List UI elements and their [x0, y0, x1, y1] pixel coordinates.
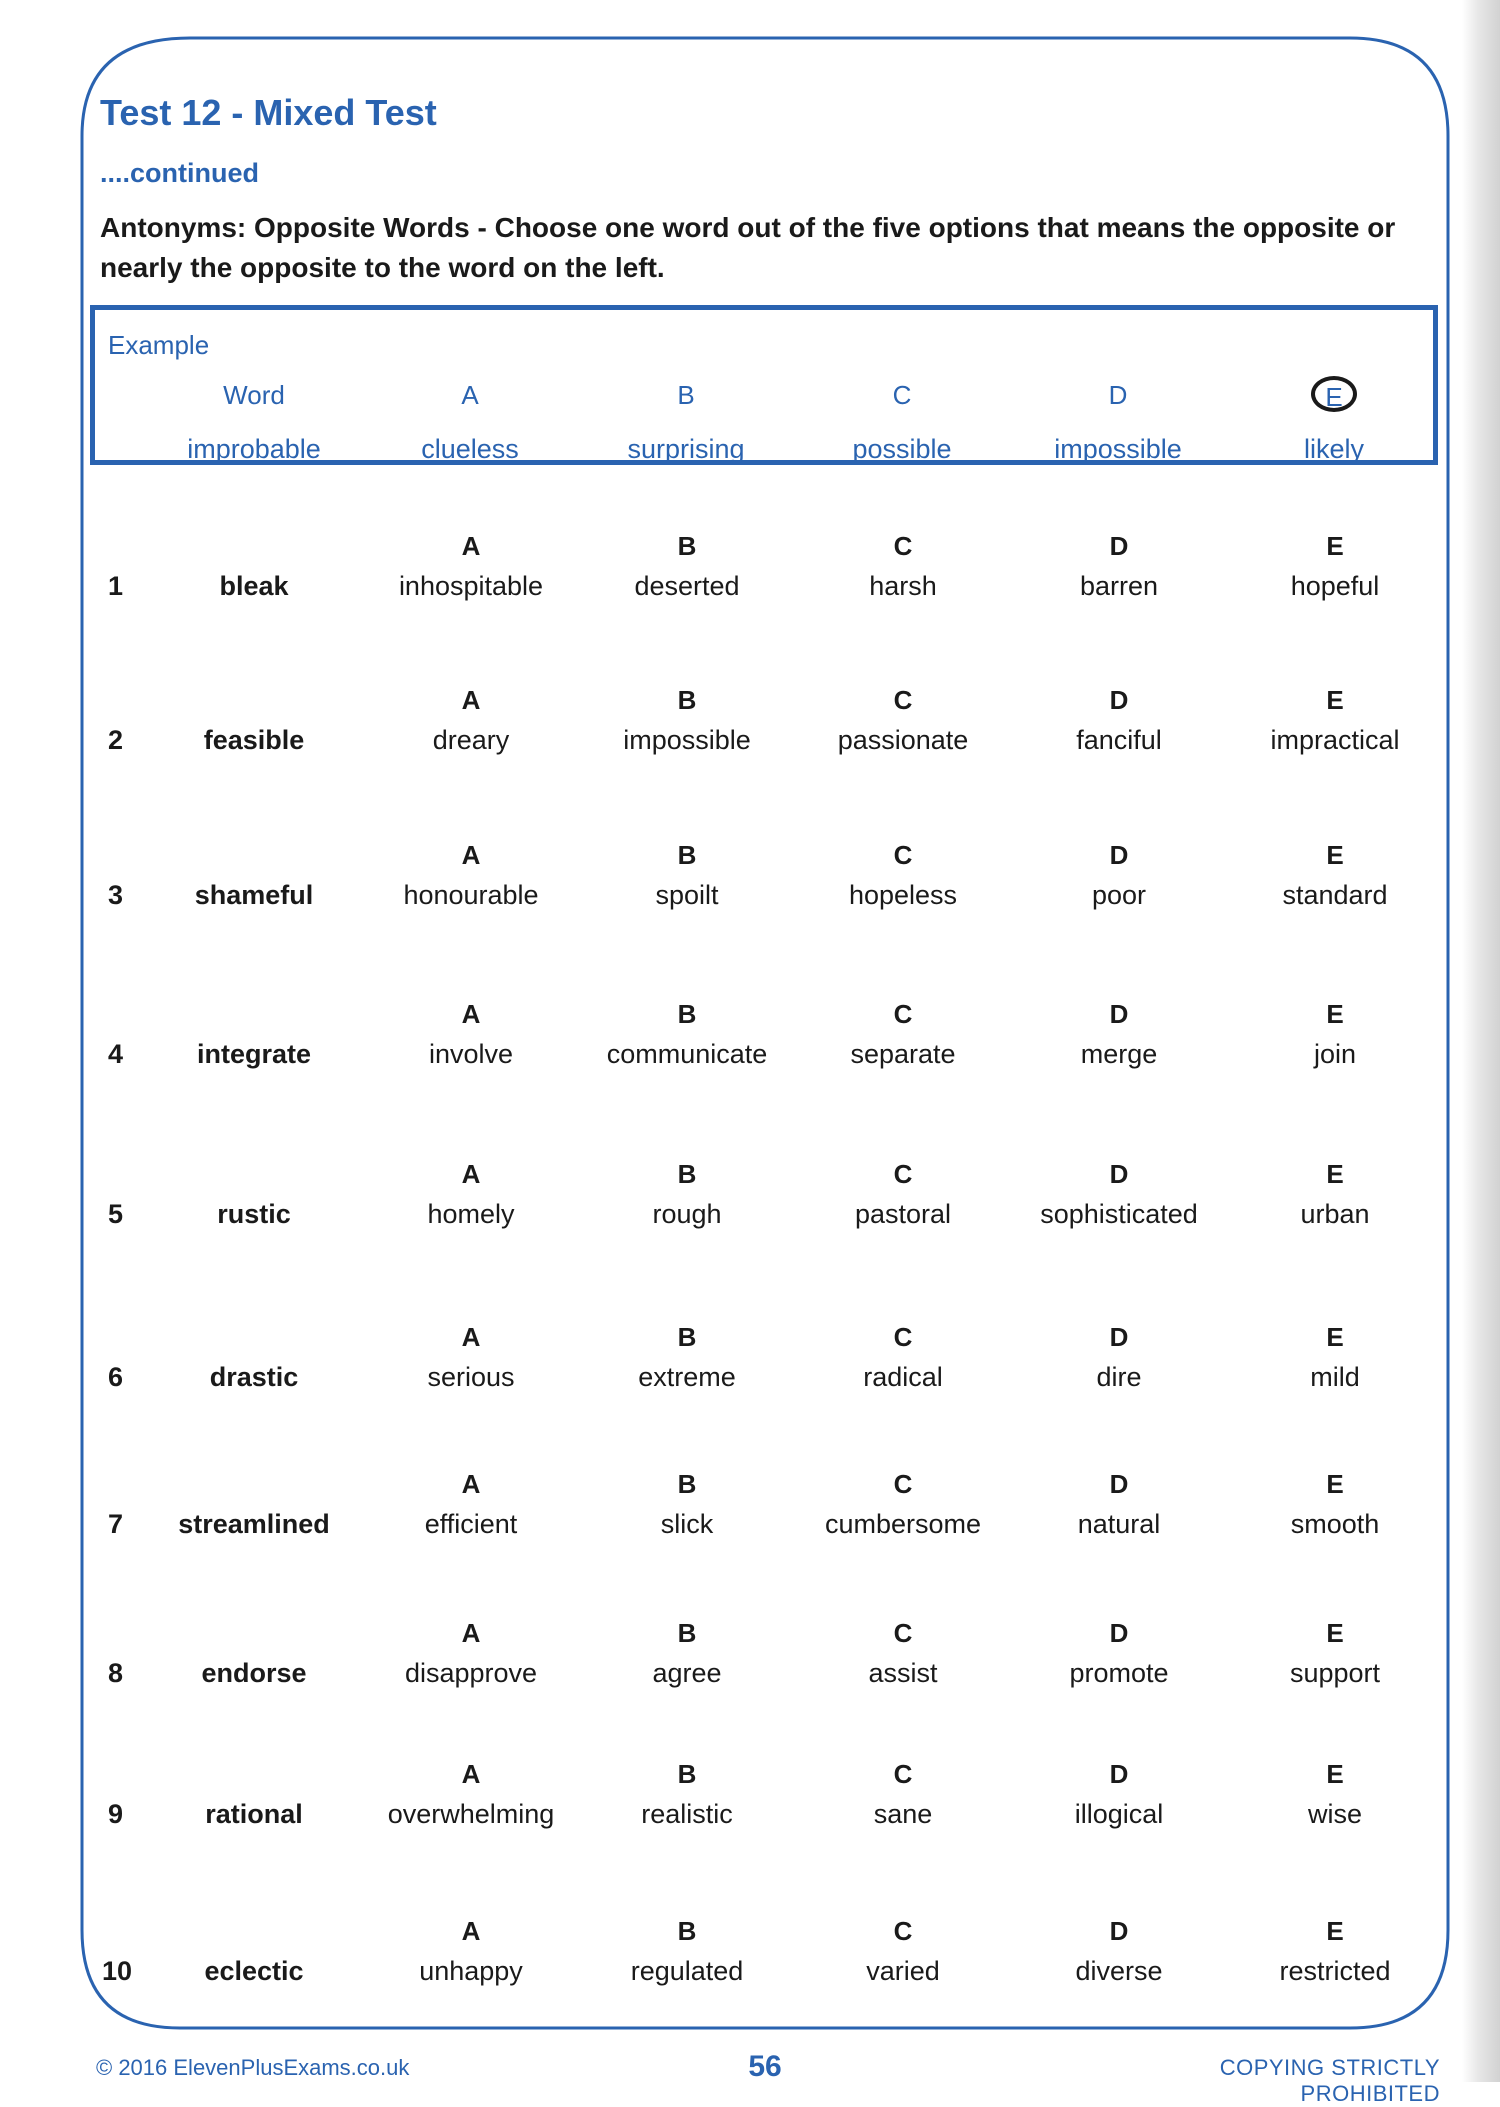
- question-row: [0, 1322, 1500, 1412]
- option-b[interactable]: impossible: [623, 725, 751, 755]
- option-letter-b: B: [677, 999, 697, 1029]
- option-letter-a: A: [461, 685, 481, 715]
- instructions: Antonyms: Opposite Words - Choose one word out of the five options that means the opposite or nearly the opposite to the word on the left.: [100, 212, 1396, 283]
- option-a[interactable]: honourable: [403, 880, 539, 910]
- option-b[interactable]: spoilt: [655, 880, 719, 910]
- option-letter-c: C: [893, 1618, 913, 1648]
- example-header-word: Word: [223, 380, 285, 410]
- option-letter-b: B: [677, 1159, 697, 1189]
- option-b[interactable]: extreme: [638, 1362, 736, 1392]
- option-letter-a: A: [461, 1159, 481, 1189]
- option-letter-b: B: [677, 531, 697, 561]
- option-d[interactable]: merge: [1080, 1039, 1158, 1069]
- question-word: drastic: [209, 1362, 299, 1392]
- example-option-e: likely: [1303, 434, 1364, 464]
- question-word: eclectic: [204, 1956, 304, 1986]
- option-e[interactable]: restricted: [1279, 1956, 1391, 1986]
- option-d[interactable]: poor: [1091, 880, 1147, 910]
- option-b[interactable]: communicate: [606, 1039, 768, 1069]
- option-letter-d: D: [1109, 999, 1129, 1029]
- copying-notice: COPYING STRICTLY PROHIBITED: [1219, 2055, 1440, 2106]
- question-word: endorse: [201, 1658, 307, 1688]
- option-d[interactable]: barren: [1079, 571, 1159, 601]
- example-option-b: surprising: [627, 434, 745, 464]
- option-a[interactable]: efficient: [424, 1509, 518, 1539]
- page-title: Test 12 - Mixed Test: [100, 92, 437, 133]
- option-letter-e: E: [1326, 1159, 1344, 1189]
- option-letter-c: C: [893, 999, 913, 1029]
- option-letter-a: A: [461, 1469, 481, 1499]
- question-number: 7: [108, 1509, 124, 1539]
- option-e[interactable]: impractical: [1270, 725, 1400, 755]
- question-word: rational: [205, 1799, 303, 1829]
- option-a[interactable]: involve: [428, 1039, 514, 1069]
- continued-label: ....continued: [100, 158, 259, 188]
- option-a[interactable]: inhospitable: [398, 571, 544, 601]
- option-letter-b: B: [677, 840, 697, 870]
- example-word: improbable: [187, 434, 321, 464]
- option-e[interactable]: smooth: [1290, 1509, 1380, 1539]
- option-d[interactable]: sophisticated: [1040, 1199, 1198, 1229]
- option-letter-e: E: [1326, 1618, 1344, 1648]
- option-b[interactable]: deserted: [634, 571, 740, 601]
- option-c[interactable]: pastoral: [854, 1199, 952, 1229]
- option-a[interactable]: disapprove: [404, 1658, 538, 1688]
- option-letter-d: D: [1109, 1759, 1129, 1789]
- question-number: 4: [108, 1039, 124, 1069]
- option-letter-b: B: [677, 1322, 697, 1352]
- option-d[interactable]: promote: [1069, 1658, 1169, 1688]
- option-b[interactable]: agree: [652, 1658, 722, 1688]
- option-e[interactable]: support: [1289, 1658, 1381, 1688]
- example-header-b: B: [677, 380, 695, 410]
- question-row: [0, 1759, 1500, 1849]
- option-e[interactable]: urban: [1300, 1199, 1370, 1229]
- question-number: 1: [108, 571, 124, 601]
- option-letter-e: E: [1326, 1469, 1344, 1499]
- example-header-d: D: [1108, 380, 1128, 410]
- question-row: [0, 1618, 1500, 1708]
- option-c[interactable]: hopeless: [848, 880, 958, 910]
- example-option-a: clueless: [421, 434, 519, 464]
- option-c[interactable]: assist: [868, 1658, 938, 1688]
- question-row: [0, 1159, 1500, 1249]
- option-b[interactable]: realistic: [641, 1799, 733, 1829]
- option-letter-d: D: [1109, 1322, 1129, 1352]
- option-d[interactable]: natural: [1077, 1509, 1161, 1539]
- question-row: [0, 531, 1500, 621]
- option-c[interactable]: passionate: [837, 725, 969, 755]
- question-number: 2: [108, 725, 124, 755]
- option-a[interactable]: overwhelming: [387, 1799, 555, 1829]
- option-letter-e: E: [1326, 531, 1344, 561]
- question-word: rustic: [217, 1199, 291, 1229]
- question-word: integrate: [196, 1039, 312, 1069]
- question-row: [0, 999, 1500, 1089]
- question-number: 10: [102, 1956, 133, 1986]
- option-d[interactable]: diverse: [1075, 1956, 1163, 1986]
- page-number: 56: [748, 2050, 782, 2083]
- option-a[interactable]: serious: [427, 1362, 515, 1392]
- example-header-c: C: [892, 380, 912, 410]
- option-letter-e: E: [1326, 840, 1344, 870]
- option-c[interactable]: harsh: [869, 571, 937, 601]
- example-option-c: possible: [852, 434, 952, 464]
- example-option-d: impossible: [1054, 434, 1182, 464]
- question-word: shameful: [194, 880, 314, 910]
- option-letter-d: D: [1109, 1618, 1129, 1648]
- option-letter-c: C: [893, 1916, 913, 1946]
- option-letter-e: E: [1326, 999, 1344, 1029]
- option-letter-d: D: [1109, 531, 1129, 561]
- option-b[interactable]: slick: [660, 1509, 714, 1539]
- option-d[interactable]: illogical: [1074, 1799, 1164, 1829]
- question-number: 8: [108, 1658, 124, 1688]
- option-d[interactable]: dire: [1096, 1362, 1142, 1392]
- question-number: 9: [108, 1799, 124, 1829]
- option-e[interactable]: wise: [1307, 1799, 1362, 1829]
- option-letter-a: A: [461, 1916, 481, 1946]
- option-e[interactable]: mild: [1310, 1362, 1360, 1392]
- question-word: bleak: [219, 571, 289, 601]
- option-letter-d: D: [1109, 1469, 1129, 1499]
- option-letter-a: A: [461, 531, 481, 561]
- option-d[interactable]: fanciful: [1076, 725, 1162, 755]
- question-number: 5: [108, 1199, 124, 1229]
- option-e[interactable]: join: [1313, 1039, 1357, 1069]
- question-row: [0, 685, 1500, 775]
- option-letter-c: C: [893, 840, 913, 870]
- option-c[interactable]: sane: [873, 1799, 933, 1829]
- option-letter-d: D: [1109, 685, 1129, 715]
- option-letter-c: C: [893, 1759, 913, 1789]
- option-a[interactable]: unhappy: [419, 1956, 523, 1986]
- option-letter-d: D: [1109, 840, 1129, 870]
- option-b[interactable]: rough: [652, 1199, 722, 1229]
- option-letter-a: A: [461, 1618, 481, 1648]
- option-letter-a: A: [461, 840, 481, 870]
- copyright-notice: © 2016 ElevenPlusExams.co.uk: [96, 2055, 410, 2080]
- option-letter-e: E: [1326, 685, 1344, 715]
- option-letter-e: E: [1326, 1759, 1344, 1789]
- option-letter-d: D: [1109, 1159, 1129, 1189]
- question-row: [0, 1469, 1500, 1559]
- option-letter-c: C: [893, 531, 913, 561]
- circled-answer: E: [1311, 376, 1357, 412]
- example-label: Example: [108, 330, 210, 360]
- option-c[interactable]: cumbersome: [824, 1509, 982, 1539]
- question-word: streamlined: [178, 1509, 330, 1539]
- option-letter-e: E: [1326, 1322, 1344, 1352]
- option-letter-c: C: [893, 1469, 913, 1499]
- option-c[interactable]: radical: [863, 1362, 943, 1392]
- option-a[interactable]: homely: [427, 1199, 515, 1229]
- question-number: 3: [108, 880, 124, 910]
- option-e[interactable]: hopeful: [1290, 571, 1380, 601]
- option-letter-b: B: [677, 1759, 697, 1789]
- option-letter-c: C: [893, 685, 913, 715]
- example-header-a: A: [461, 380, 479, 410]
- option-letter-b: B: [677, 1618, 697, 1648]
- question-number: 6: [108, 1362, 124, 1392]
- option-letter-e: E: [1326, 1916, 1344, 1946]
- option-letter-d: D: [1109, 1916, 1129, 1946]
- option-letter-a: A: [461, 999, 481, 1029]
- option-c[interactable]: varied: [866, 1956, 940, 1986]
- question-row: [0, 840, 1500, 930]
- option-letter-b: B: [677, 1469, 697, 1499]
- option-b[interactable]: regulated: [630, 1956, 744, 1986]
- option-letter-c: C: [893, 1322, 913, 1352]
- question-row: [0, 1916, 1500, 2006]
- option-letter-a: A: [461, 1759, 481, 1789]
- option-e[interactable]: standard: [1282, 880, 1388, 910]
- option-c[interactable]: separate: [850, 1039, 956, 1069]
- option-letter-b: B: [677, 685, 697, 715]
- option-letter-c: C: [893, 1159, 913, 1189]
- question-word: feasible: [203, 725, 305, 755]
- option-a[interactable]: dreary: [432, 725, 510, 755]
- option-letter-a: A: [461, 1322, 481, 1352]
- option-letter-b: B: [677, 1916, 697, 1946]
